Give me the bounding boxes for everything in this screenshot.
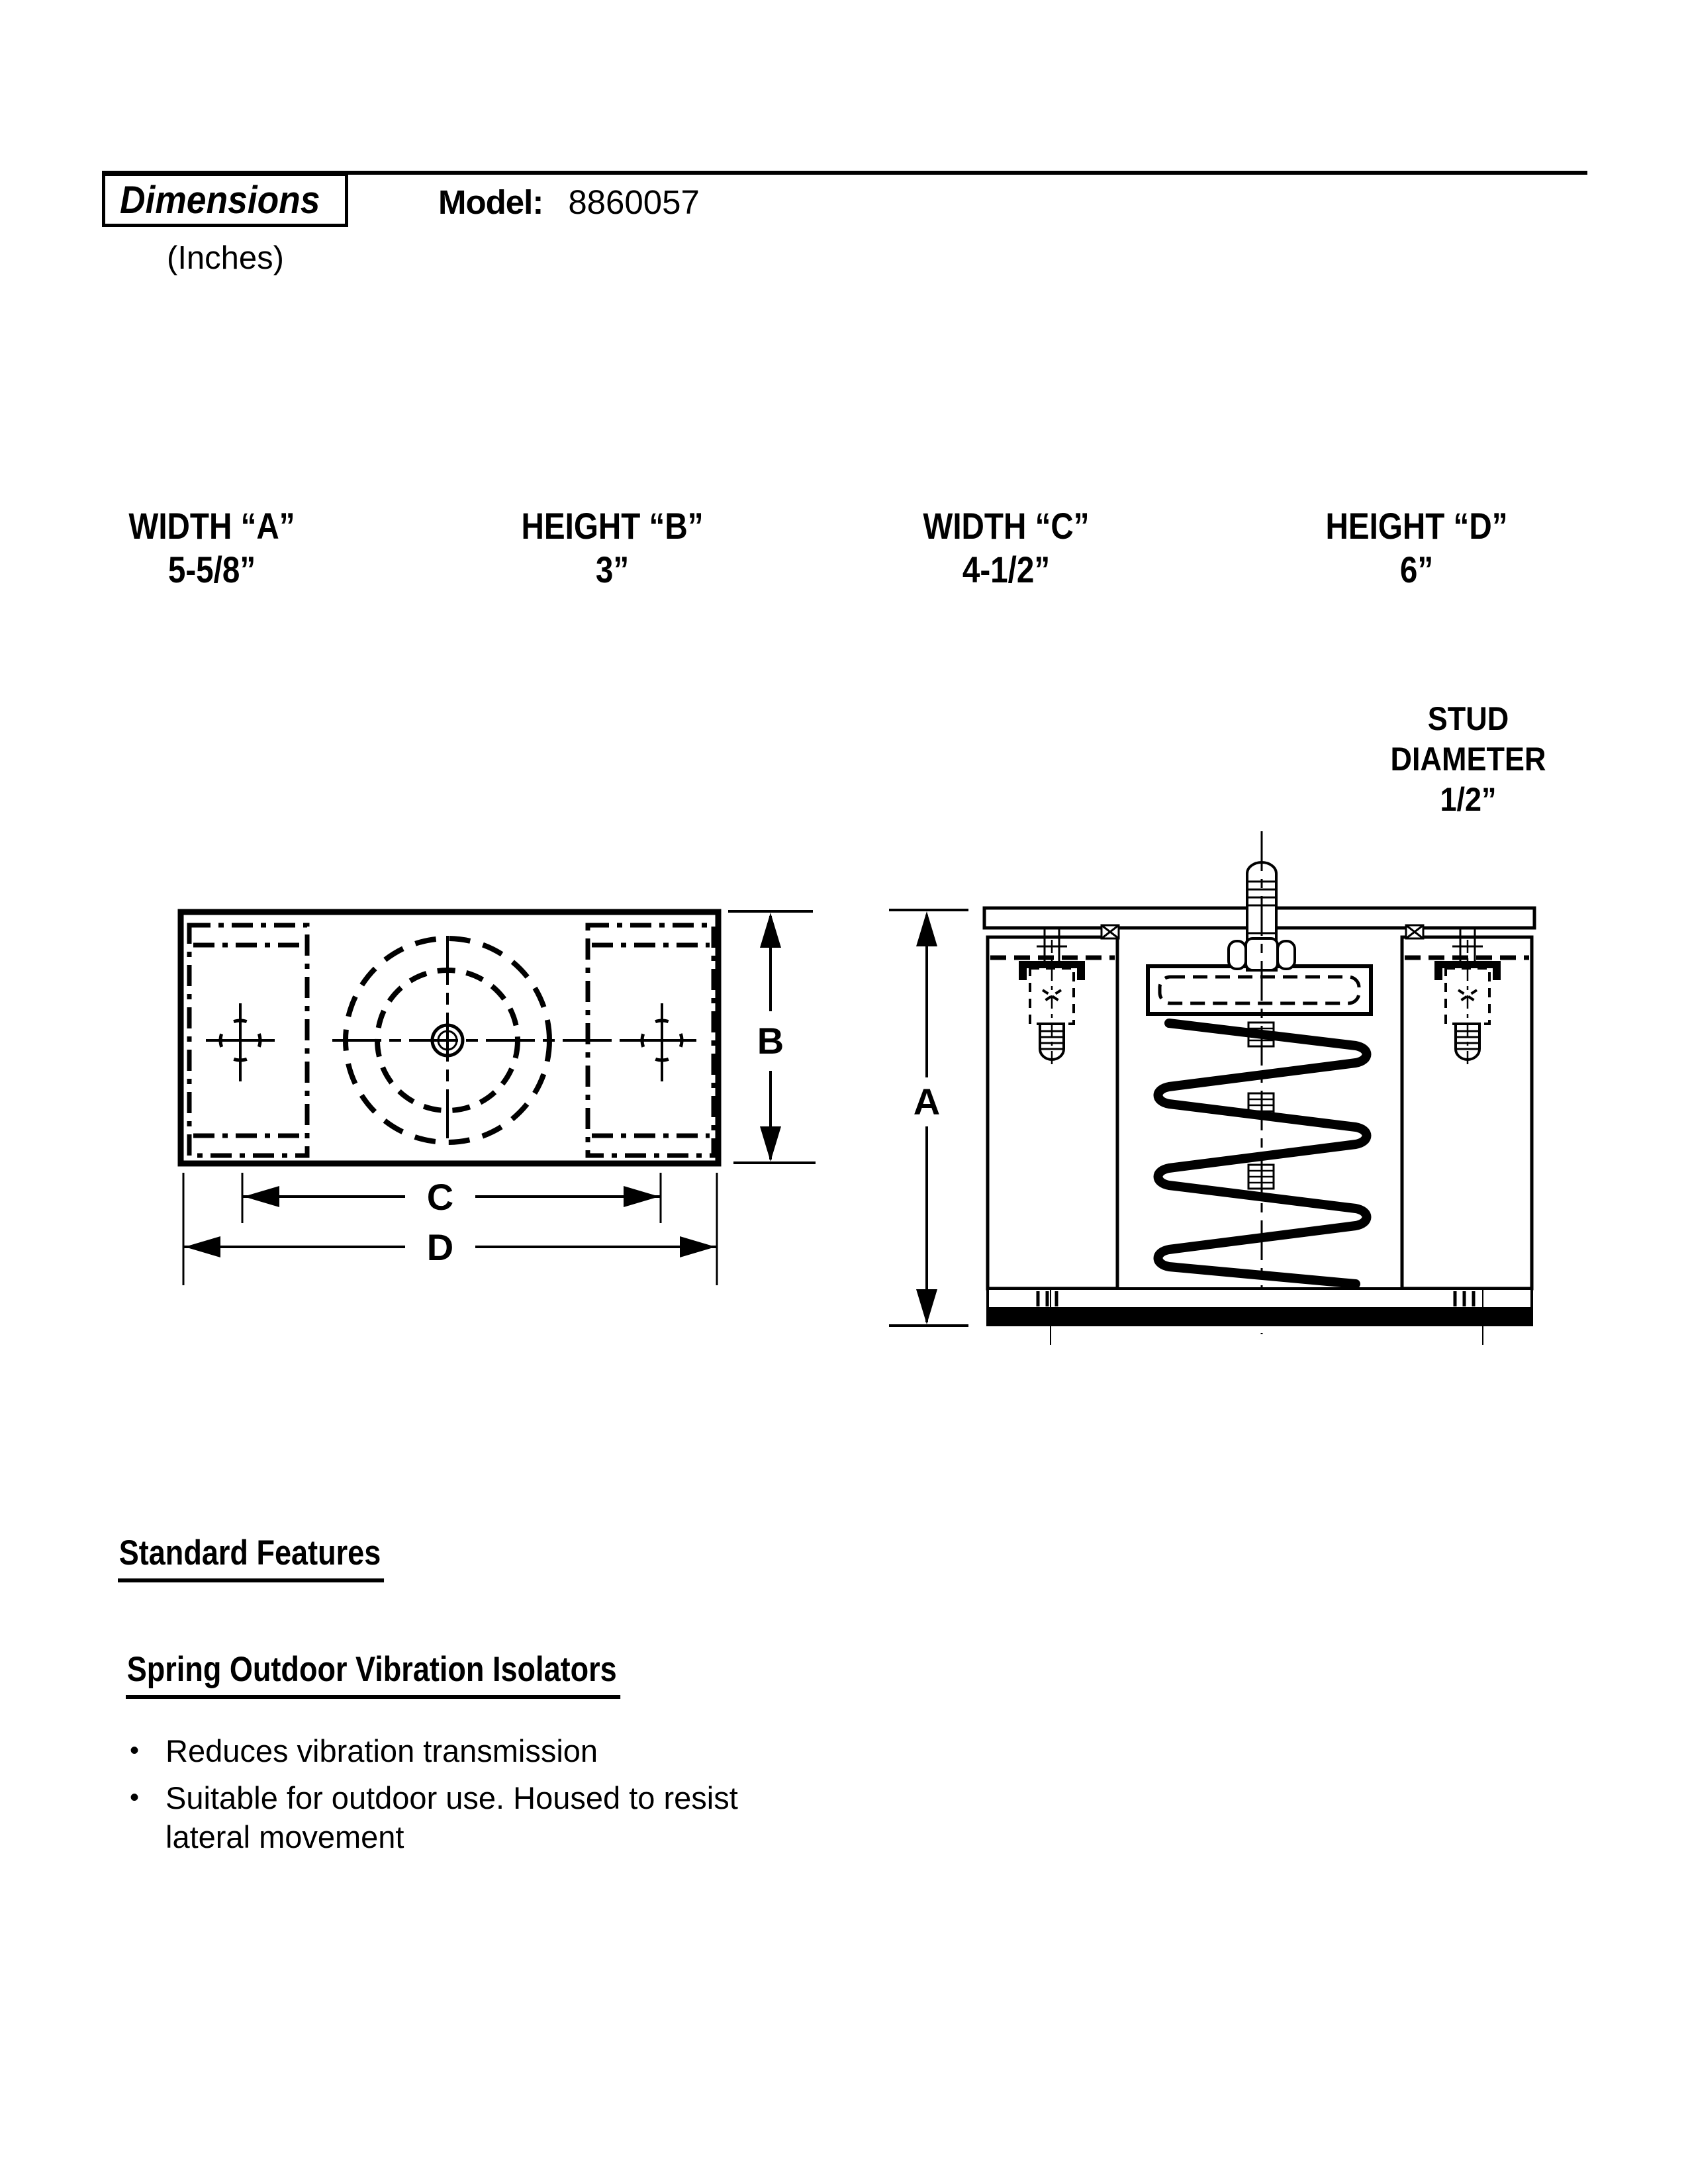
stud-diameter-note <box>1283 699 1654 820</box>
model-value: 8860057 <box>568 183 700 221</box>
list-item <box>130 1778 765 1856</box>
arrow-left-icon <box>244 1186 279 1207</box>
list-item <box>130 1731 765 1770</box>
dimension-c-label: C <box>426 1176 454 1218</box>
top-view-drawing <box>181 911 816 1285</box>
dimension-b-label: B <box>757 1020 784 1062</box>
arrow-right-icon <box>624 1186 659 1207</box>
dim-width-a <box>26 504 397 592</box>
dim-height-d-value: 6” <box>1399 549 1434 590</box>
dimension-a-label: A <box>913 1081 941 1122</box>
units-label: (Inches) <box>167 240 285 276</box>
stud-note-line1: STUD <box>1427 700 1509 737</box>
model-row <box>438 183 700 222</box>
bullet-icon: • <box>130 1783 140 1812</box>
arrow-up-icon <box>760 913 781 948</box>
base-pad <box>986 1308 1533 1326</box>
dim-height-d-label: HEIGHT “D” <box>1325 505 1508 547</box>
page-title: Dimensions <box>120 178 320 222</box>
stud-note-line2: DIAMETER <box>1390 741 1546 778</box>
bullet-text: Suitable for outdoor use. Housed to resist lateral movement <box>165 1780 738 1854</box>
bullet-icon: • <box>130 1736 140 1765</box>
dimension-b <box>728 911 816 1163</box>
dimension-c <box>242 1173 661 1223</box>
cross-box-mark-left-icon <box>1102 925 1119 938</box>
spring-cap <box>1148 966 1371 1014</box>
model-label: Model: <box>438 183 543 221</box>
arrow-down-icon <box>916 1289 937 1324</box>
dim-width-a-label: WIDTH “A” <box>128 505 295 547</box>
dimensions-title-box <box>102 173 348 227</box>
bottom-plate <box>988 1289 1532 1308</box>
dim-height-b-label: HEIGHT “B” <box>521 505 704 547</box>
arrow-right-icon <box>680 1236 716 1257</box>
bullet-text: Reduces vibration transmission <box>165 1733 598 1768</box>
spring-isolators-subheading: Spring Outdoor Vibration Isolators <box>126 1649 708 1699</box>
dim-height-d <box>1231 504 1602 592</box>
dim-width-c <box>821 504 1192 592</box>
side-view-drawing <box>889 831 1534 1345</box>
dimension-d-label: D <box>426 1226 454 1268</box>
technical-drawing <box>93 821 1609 1370</box>
dim-width-c-value: 4-1/2” <box>962 549 1051 590</box>
dim-height-b-value: 3” <box>595 549 630 590</box>
arrow-up-icon <box>916 911 937 946</box>
dim-width-c-label: WIDTH “C” <box>923 505 1090 547</box>
stud-note-line3: 1/2” <box>1440 781 1497 818</box>
dim-height-b <box>427 504 798 592</box>
feature-bullet-list <box>130 1731 765 1864</box>
arrow-left-icon <box>185 1236 220 1257</box>
cross-box-mark-right-icon <box>1406 925 1423 938</box>
dim-width-a-value: 5-5/8” <box>167 549 256 590</box>
arrow-down-icon <box>760 1126 781 1161</box>
standard-features-heading: Standard Features <box>118 1533 431 1582</box>
dimension-a <box>889 910 968 1326</box>
